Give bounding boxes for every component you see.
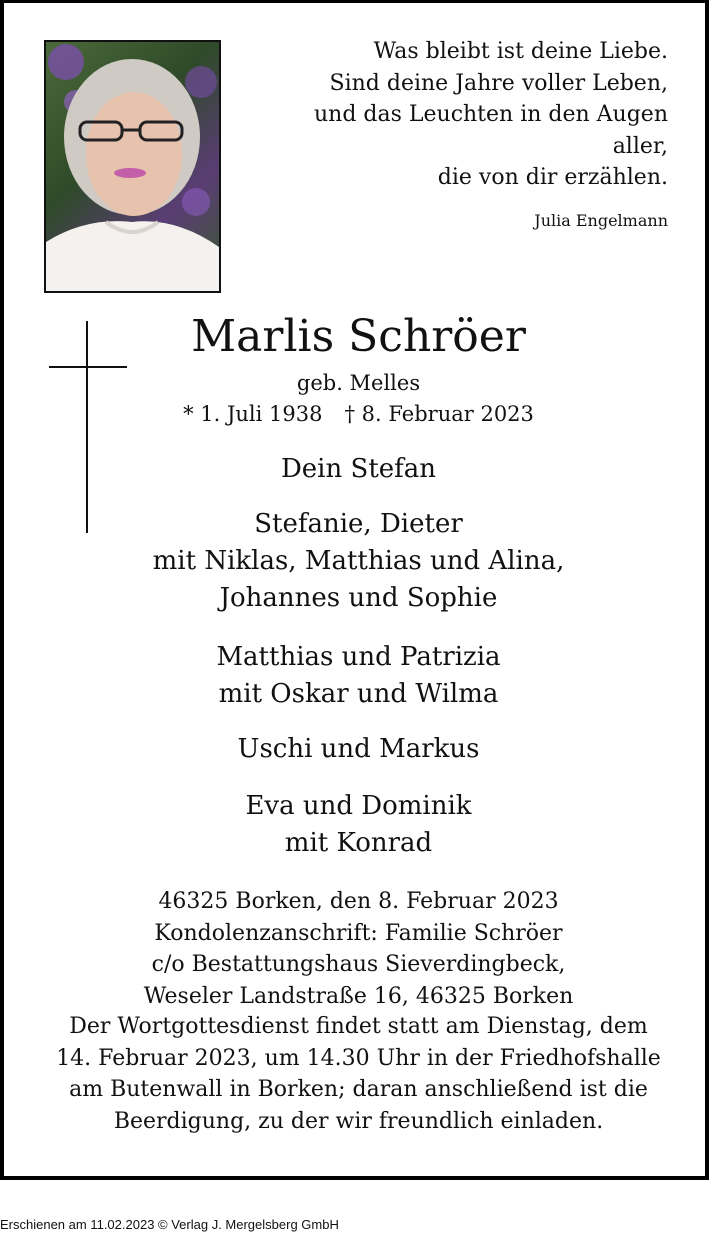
mourner-group — [4, 731, 709, 768]
service-notice — [4, 1011, 709, 1137]
publication-footer: Erschienen am 11.02.2023 © Verlag J. Mergelsberg GmbH — [0, 1217, 339, 1232]
mourner-group — [4, 639, 709, 713]
service-line: am Butenwall in Borken; daran anschließend ist die — [69, 1077, 648, 1102]
mourner-line: mit Konrad — [284, 828, 433, 858]
quote-line: und das Leuchten in den Augen — [314, 102, 668, 127]
quote-line: Sind deine Jahre voller Leben, — [329, 70, 668, 96]
quote-author: Julia Engelmann — [534, 211, 668, 230]
quote-line: die von dir erzählen. — [437, 165, 668, 190]
address-block — [4, 886, 709, 1012]
address-line: Weseler Landstraße 16, 46325 Borken — [143, 983, 574, 1009]
service-line: Der Wortgottesdienst findet statt am Dienstag, dem — [69, 1014, 648, 1039]
mourner-line: Dein Stefan — [280, 454, 437, 484]
death-date: † 8. Februar 2023 — [344, 402, 534, 426]
mourner-line: Matthias und Patrizia — [216, 642, 501, 672]
portrait-image — [46, 42, 219, 291]
life-dates — [4, 400, 709, 428]
mourner-group — [4, 506, 709, 617]
mourner-line: Eva und Dominik — [245, 791, 472, 821]
address-line: Kondolenzanschrift: Familie Schröer — [154, 920, 563, 946]
mourner-line: mit Oskar und Wilma — [218, 679, 499, 709]
cross-symbol-horizontal — [49, 366, 127, 368]
mourner-line: Uschi und Markus — [237, 734, 480, 764]
service-line: 14. Februar 2023, um 14.30 Uhr in der Friedhofshalle — [56, 1045, 661, 1071]
portrait-photo — [44, 40, 221, 293]
address-line: c/o Bestattungshaus Sieverdingbeck, — [151, 952, 566, 977]
address-line: 46325 Borken, den 8. Februar 2023 — [158, 889, 559, 914]
service-line: Beerdigung, zu der wir freundlich einladen. — [113, 1108, 604, 1134]
quote-line: Was bleibt ist deine Liebe. — [373, 39, 668, 64]
birth-name: geb. Melles — [296, 371, 421, 395]
birth-date: * 1. Juli 1938 — [183, 402, 323, 426]
mourner-group — [4, 451, 709, 488]
quote — [308, 36, 668, 194]
deceased-name: Marlis Schröer — [191, 311, 526, 362]
mourner-line: mit Niklas, Matthias und Alina, — [152, 546, 565, 576]
quote-line: aller, — [612, 133, 668, 159]
mourner-group — [4, 788, 709, 862]
mourner-line: Johannes und Sophie — [219, 583, 498, 613]
mourner-line: Stefanie, Dieter — [254, 509, 463, 539]
